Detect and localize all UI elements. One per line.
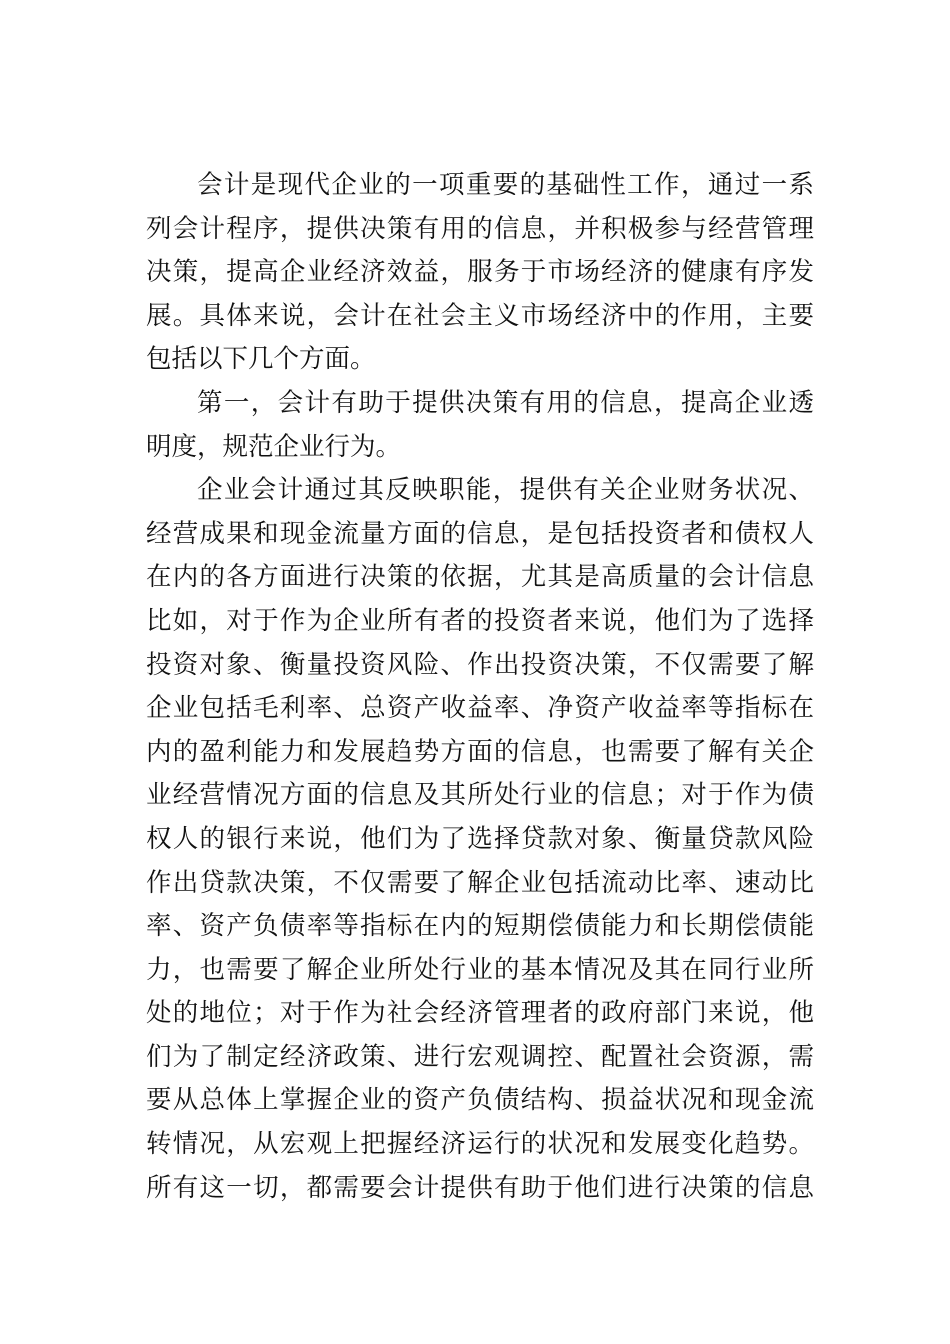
text-line: 业经营情况方面的信息及其所处行业的信息；对于作为债 (146, 780, 814, 811)
text-line: 明度，规范企业行为。 (146, 431, 402, 462)
text-line: 企业会计通过其反映职能，提供有关企业财务状况、 (197, 475, 814, 506)
text-line: 列会计程序，提供决策有用的信息，并积极参与经营管理 (146, 213, 814, 244)
text-line: 要从总体上掌握企业的资产负债结构、损益状况和现金流 (146, 1085, 814, 1116)
text-line: 第一，会计有助于提供决策有用的信息，提高企业透 (197, 387, 814, 418)
paragraph-point-one (146, 382, 814, 469)
text-line: 在内的各方面进行决策的依据，尤其是高质量的会计信息 (146, 562, 814, 593)
text-line: 投资对象、衡量投资风险、作出投资决策，不仅需要了解 (146, 649, 814, 680)
text-line: 权人的银行来说，他们为了选择贷款对象、衡量贷款风险 (146, 823, 814, 854)
text-line: 包括以下几个方面。 (146, 344, 376, 375)
text-line: 转情况，从宏观上把握经济运行的状况和发展变化趋势。 (146, 1129, 814, 1160)
text-line: 们为了制定经济政策、进行宏观调控、配置社会资源，需 (146, 1041, 814, 1072)
paragraph-intro (146, 164, 814, 382)
document-body (146, 164, 814, 1210)
text-line: 比如，对于作为企业所有者的投资者来说，他们为了选择 (146, 605, 814, 636)
text-line: 内的盈利能力和发展趋势方面的信息，也需要了解有关企 (146, 736, 814, 767)
text-line: 决策，提高企业经济效益，服务于市场经济的健康有序发 (146, 257, 814, 288)
text-line: 处的地位；对于作为社会经济管理者的政府部门来说，他 (146, 998, 814, 1029)
text-line: 率、资产负债率等指标在内的短期偿债能力和长期偿债能 (146, 911, 814, 942)
text-line: 会计是现代企业的一项重要的基础性工作，通过一系 (197, 170, 814, 200)
text-line: 力，也需要了解企业所处行业的基本情况及其在同行业所 (146, 954, 814, 985)
text-line: 作出贷款决策，不仅需要了解企业包括流动比率、速动比 (146, 867, 814, 898)
text-line: 展。具体来说，会计在社会主义市场经济中的作用，主要 (146, 300, 814, 331)
paragraph-explanation (146, 469, 814, 1210)
text-line: 经营成果和现金流量方面的信息，是包括投资者和债权人 (146, 518, 814, 549)
text-line: 企业包括毛利率、总资产收益率、净资产收益率等指标在 (146, 693, 814, 724)
text-line: 所有这一切，都需要会计提供有助于他们进行决策的信息 (146, 1172, 814, 1203)
